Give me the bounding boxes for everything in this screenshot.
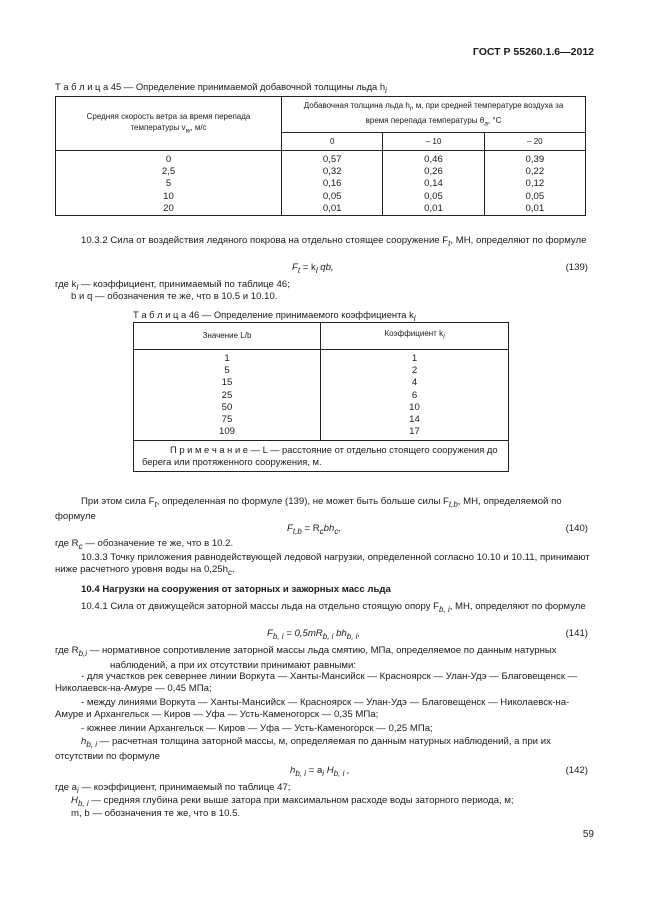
Hbi-def-a: H xyxy=(71,795,78,806)
table45-temp-2: – 20 xyxy=(484,133,585,151)
f141-d: , xyxy=(357,628,361,639)
f142-sub3: b, i xyxy=(333,768,345,778)
table-cell: 5 xyxy=(56,178,282,190)
hbi-def-sub: b, i xyxy=(86,739,98,749)
formula-140 xyxy=(287,523,341,538)
table-row xyxy=(134,350,509,366)
table-cell: 0 xyxy=(56,151,282,167)
f142-c: H xyxy=(324,765,334,776)
equation-number-140: (140) xyxy=(565,523,588,534)
bullet-south: - южнее линии Архангельск — Киров — Уфа — Усть-Каменогорск — 0,25 МПа; xyxy=(81,723,433,734)
ai-def-a: где a xyxy=(55,782,78,793)
equation-number-142: (142) xyxy=(565,765,588,776)
f139-c: qb, xyxy=(317,262,334,273)
table46-caption-sub: l xyxy=(413,313,416,323)
table-cell: 0,32 xyxy=(282,166,383,178)
table-cell: 2,5 xyxy=(56,166,282,178)
para-force-sub: t xyxy=(154,499,157,509)
para-force-sub2: t,b xyxy=(448,499,458,509)
para-force-a: При этом сила F xyxy=(81,496,155,507)
table-row xyxy=(56,166,586,178)
f141-sub3: b, i xyxy=(346,631,358,641)
rbi-def-b: — нормативное сопротивление заторной массы льда смятию, МПа, определяемое по данным натурных наблюдений, а при их отсутствии принимают равными: xyxy=(87,645,557,671)
table-cell: 5 xyxy=(134,365,321,377)
table45-temp-0: 0 xyxy=(282,133,383,151)
table-46 xyxy=(133,322,509,472)
table46-header-lb: Значение L/b xyxy=(134,323,321,350)
para-10-4-1-sub: b, i xyxy=(439,604,450,614)
table-cell: 10 xyxy=(321,402,509,414)
table-cell: 109 xyxy=(134,426,321,441)
f141-c: bh xyxy=(333,628,347,639)
f140-a: F xyxy=(287,523,293,534)
table-row xyxy=(134,402,509,414)
table-cell: 20 xyxy=(56,203,282,216)
mb-definition: m, b — обозначения те же, что в 10.5. xyxy=(71,808,241,819)
formula-141 xyxy=(267,628,360,643)
table-45 xyxy=(55,96,586,216)
f140-c: bh xyxy=(323,523,335,534)
table45-temp-1: – 10 xyxy=(383,133,484,151)
table-cell: 1 xyxy=(321,350,509,366)
f140-sub2: c xyxy=(319,526,324,536)
kl-def-a: где k xyxy=(55,279,77,290)
table45-header-wind-sub: w xyxy=(185,127,191,135)
table-cell: 2 xyxy=(321,365,509,377)
table-cell: 50 xyxy=(134,402,321,414)
table45-header-thickness-text: Добавочная толщина льда h xyxy=(303,100,410,110)
table-cell: 0,01 xyxy=(484,203,585,216)
table-cell: 0,39 xyxy=(484,151,585,167)
para-10-3-3-tail: . xyxy=(231,564,235,575)
paragraph-10-3-3 xyxy=(55,552,594,579)
para-10-4-1-tail: , МН, определяют по формуле xyxy=(449,601,586,612)
table-row xyxy=(134,426,509,441)
f142-sub: b, i xyxy=(295,768,307,778)
para-force-c: , МН, определяемой по формуле xyxy=(55,496,562,522)
table46-note xyxy=(134,441,509,472)
para-10-3-3-sub: c xyxy=(227,567,232,577)
kl-def-sub: l xyxy=(76,282,79,292)
table-row xyxy=(134,414,509,426)
bullet-between: - между линиями Воркута — Ханты-Мансийск — Красноярск — Улан-Удэ — Благовещенск — Николаевск-на-Амуре и Архангельск — Киров — Уфа — Усть-Каменогорск — 0,35 МПа; xyxy=(55,697,570,720)
table-cell: 10 xyxy=(56,191,282,203)
f139-b: = k xyxy=(300,262,316,273)
table-cell: 0,26 xyxy=(383,166,484,178)
f142-b: = a xyxy=(306,765,323,776)
table45-header-unit: , °С xyxy=(487,115,502,125)
f139-sub2: l xyxy=(315,265,318,275)
f140-sub: t,b xyxy=(292,526,302,536)
rbi-def-sub: b,i xyxy=(78,648,88,658)
table-cell: 0,22 xyxy=(484,166,585,178)
para-10-3-3-text: 10.3.3 Точку приложения равнодействующей ледовой нагрузки, определенной согласно 10.10 и 10.11, принимают ниже расчетного уровня воды на 0,25h xyxy=(55,552,590,575)
f141-sub: b, i xyxy=(272,631,284,641)
ai-def-sub: i xyxy=(77,785,79,795)
table-cell: 0,05 xyxy=(282,191,383,203)
rc-def-a: где R xyxy=(55,538,79,549)
f141-b: = 0,5mR xyxy=(283,628,323,639)
f140-sub3: c xyxy=(334,526,339,536)
para-10-3-2-sub: t xyxy=(448,238,451,248)
table-row xyxy=(56,178,586,190)
table-cell: 0,16 xyxy=(282,178,383,190)
table45-header-wind-tail: , м/с xyxy=(190,122,207,132)
f142-a: h xyxy=(290,765,296,776)
table-cell: 15 xyxy=(134,377,321,389)
table-row xyxy=(56,191,586,203)
table-row xyxy=(134,390,509,402)
kl-def-b: — коэффициент, принимаемый по таблице 46; xyxy=(78,279,290,290)
paragraph-10-4-1 xyxy=(55,601,594,616)
ai-def-b: — коэффициент, принимаемый по таблице 47; xyxy=(78,782,291,793)
rc-definition xyxy=(55,538,594,553)
rbi-definition xyxy=(55,645,594,672)
f140-b: = R xyxy=(301,523,320,534)
section-10-4-heading: 10.4 Нагрузки на сооружения от заторных и зажорных масс льда xyxy=(81,584,391,595)
table45-header-thickness-tail: , м, при средней температуре воздуха за время перепада температуры θ xyxy=(365,100,564,125)
table45-caption-sub: i xyxy=(385,85,387,95)
table-row xyxy=(56,151,586,167)
Hbi-def-b: — средняя глубина реки выше затора при максимальном расходе воды заторного периода, м; xyxy=(88,795,514,806)
table-row xyxy=(134,377,509,389)
paragraph-force-limit xyxy=(55,496,594,523)
table-cell: 0,14 xyxy=(383,178,484,190)
table46-header-coef-sub: l xyxy=(443,333,445,341)
table-cell: 17 xyxy=(321,426,509,441)
hbi-def-a: h xyxy=(81,736,87,747)
f142-d: , xyxy=(344,765,350,776)
rc-def-b: — обозначение те же, что в 10.2. xyxy=(82,538,234,549)
table-cell: 75 xyxy=(134,414,321,426)
table45-header-wind xyxy=(56,97,282,151)
formula-142 xyxy=(290,765,350,780)
f141-sub2: b, i xyxy=(322,631,334,641)
table46-note-text: П р и м е ч а н и е — L — расстояние от отдельно стоящего сооружения до берега или протяженного сооружения, м. xyxy=(142,444,498,468)
rbi-def-a: где R xyxy=(55,645,79,656)
table46-header-coef-text: Коэффициент k xyxy=(384,329,444,339)
formula-139 xyxy=(292,262,334,277)
para-10-4-1-text: 10.4.1 Сила от движущейся заторной массы льда на отдельно стоящую опору F xyxy=(81,601,440,612)
table-cell: 25 xyxy=(134,390,321,402)
table-cell: 6 xyxy=(321,390,509,402)
equation-number-141: (141) xyxy=(565,628,588,639)
para-force-b: , определенная по формуле (139), не может быть больше силы F xyxy=(156,496,449,507)
table-cell: 0,46 xyxy=(383,151,484,167)
table-cell: 1 xyxy=(134,350,321,366)
table-cell: 14 xyxy=(321,414,509,426)
f141-a: F xyxy=(267,628,273,639)
table-row xyxy=(56,203,586,216)
Hbi-def-sub: b, i xyxy=(77,798,89,808)
table45-caption-text: Т а б л и ц а 45 — Определение принимаемой добавочной толщины льда h xyxy=(55,81,386,92)
table-cell: 0,01 xyxy=(282,203,383,216)
table-cell: 4 xyxy=(321,377,509,389)
equation-number-139: (139) xyxy=(565,262,588,273)
table45-caption xyxy=(55,81,387,97)
rc-def-sub: c xyxy=(78,541,83,551)
table-row xyxy=(134,365,509,377)
hbi-definition xyxy=(55,736,594,763)
page-number: 59 xyxy=(582,829,594,840)
table46-caption-text: Т а б л и ц а 46 — Определение принимаемого коэффициента k xyxy=(133,309,414,320)
table-cell: 0,01 xyxy=(383,203,484,216)
f140-d: , xyxy=(338,523,341,534)
f139-a: F xyxy=(292,262,298,273)
table45-header-wind-text: Средняя скорость ветра за время перепада температуры v xyxy=(86,111,251,132)
table-cell: 0,57 xyxy=(282,151,383,167)
table46-header-coef xyxy=(321,323,509,350)
bq-definition: b и q — обозначения те же, что в 10.5 и 10.10. xyxy=(71,291,278,302)
table-cell: 0,12 xyxy=(484,178,585,190)
para-10-3-2-tail: , МН, определяют по формуле xyxy=(450,235,587,246)
table45-header-theta-sub: a xyxy=(484,120,488,128)
f142-sub2: i xyxy=(322,768,325,778)
table-cell: 0,05 xyxy=(484,191,585,203)
hbi-def-b: — расчетная толщина заторной массы, м, определяемая по данным натурных наблюдений, а при их отсутствии по формуле xyxy=(55,736,551,762)
f139-sub: t xyxy=(297,265,301,275)
para-10-3-2-text: 10.3.2 Сила от воздействия ледяного покрова на отдельно стоящее сооружение F xyxy=(81,235,449,246)
bullet-north: - для участков рек севернее линии Воркута — Ханты-Мансийск — Красноярск — Улан-Удэ — Благовещенск — Николаевск-на-Амуре — 0,45 МПа; xyxy=(55,671,578,694)
table-cell: 0,05 xyxy=(383,191,484,203)
paragraph-10-3-2 xyxy=(55,235,594,250)
document-header: ГОСТ Р 55260.1.6—2012 xyxy=(472,46,594,58)
table45-header-thickness-sub: i xyxy=(409,105,412,113)
table45-header-thickness xyxy=(282,97,586,133)
